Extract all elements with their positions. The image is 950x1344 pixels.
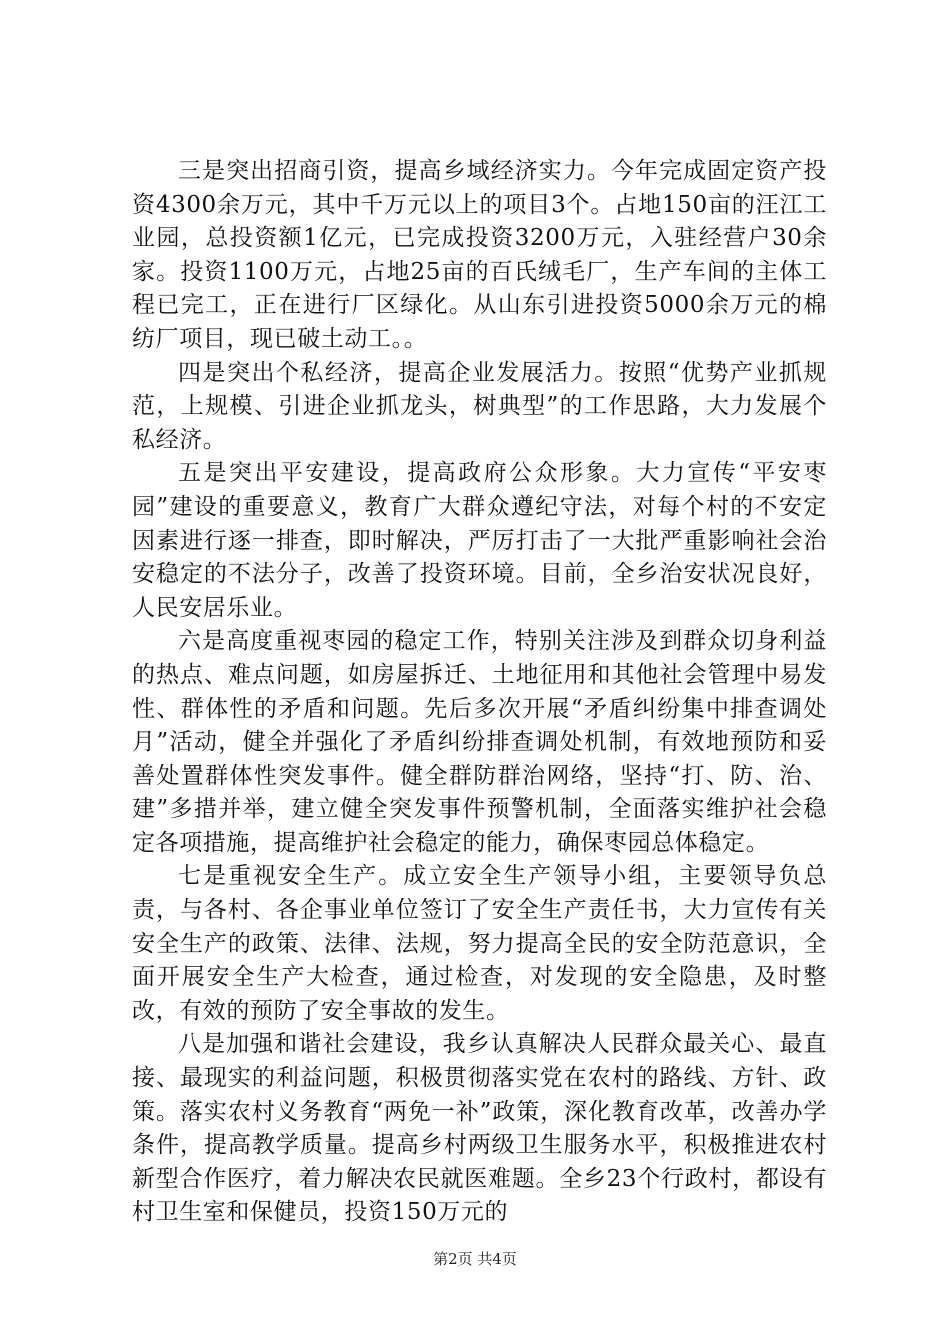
paragraph-public-safety: 五是突出平安建设，提高政府公众形象。大力宣传“平安枣园”建设的重要意义，教育广大群众遵纪守法，对每个村的不安定因素进行逐一排查，即时解决，严厉打击了一大批严重影响社会治安稳定的不法分子，改善了投资环境。目前，全乡治安状况良好，人民安居乐业。 [132,460,827,621]
page-number-footer: 第2页 共4页 [433,1250,517,1268]
paragraph-harmonious-society: 八是加强和谐社会建设，我乡认真解决人民群众最关心、最直接、最现实的利益问题，积极贯彻落实党在农村的路线、方针、政策。落实农村义务教育“两免一补”政策，深化教育改革，改善办学条件，提高教学质量。提高乡村两级卫生服务水平，积极推进农村新型合作医疗，着力解决农民就医难题。全乡23个行政村，都设有村卫生室和保健员，投资150万元的 [132,1031,827,1226]
paragraph-stability: 六是高度重视枣园的稳定工作，特别关注涉及到群众切身利益的热点、难点问题，如房屋拆迁、土地征用和其他社会管理中易发性、群体性的矛盾和问题。先后多次开展“矛盾纠纷集中排查调处月”活动，健全并强化了矛盾纠纷排查调处机制，有效地预防和妥善处置群体性突发事件。健全群防群治网络，坚持“打、防、治、建”多措并举，建立健全突发事件预警机制，全面落实维护社会稳定各项措施，提高维护社会稳定的能力，确保枣园总体稳定。 [132,628,827,856]
paragraph-private-economy: 四是突出个私经济，提高企业发展活力。按照“优势产业抓规范，上规模、引进企业抓龙头，树典型”的工作思路，大力发展个私经济。 [132,359,827,453]
paragraph-investment: 三是突出招商引资，提高乡域经济实力。今年完成固定资产投资4300余万元，其中千万元以上的项目3个。占地150亩的汪江工业园，总投资额1亿元，已完成投资3200万元，入驻经营户30余家。投资1100万元，占地25亩的百氏绒毛厂，生产车间的主体工程已完工，正在进行厂区绿化。从山东引进投资5000余万元的棉纺厂项目，现已破土动工。。 [132,158,827,352]
paragraph-production-safety: 七是重视安全生产。成立安全生产领导小组，主要领导负总责，与各村、各企事业单位签订了安全生产责任书，大力宣传有关安全生产的政策、法律、法规，努力提高全民的安全防范意识，全面开展安全生产大检查，通过检查，对发现的安全隐患，及时整改，有效的预防了安全事故的发生。 [132,863,827,1024]
document-body [132,155,827,1230]
